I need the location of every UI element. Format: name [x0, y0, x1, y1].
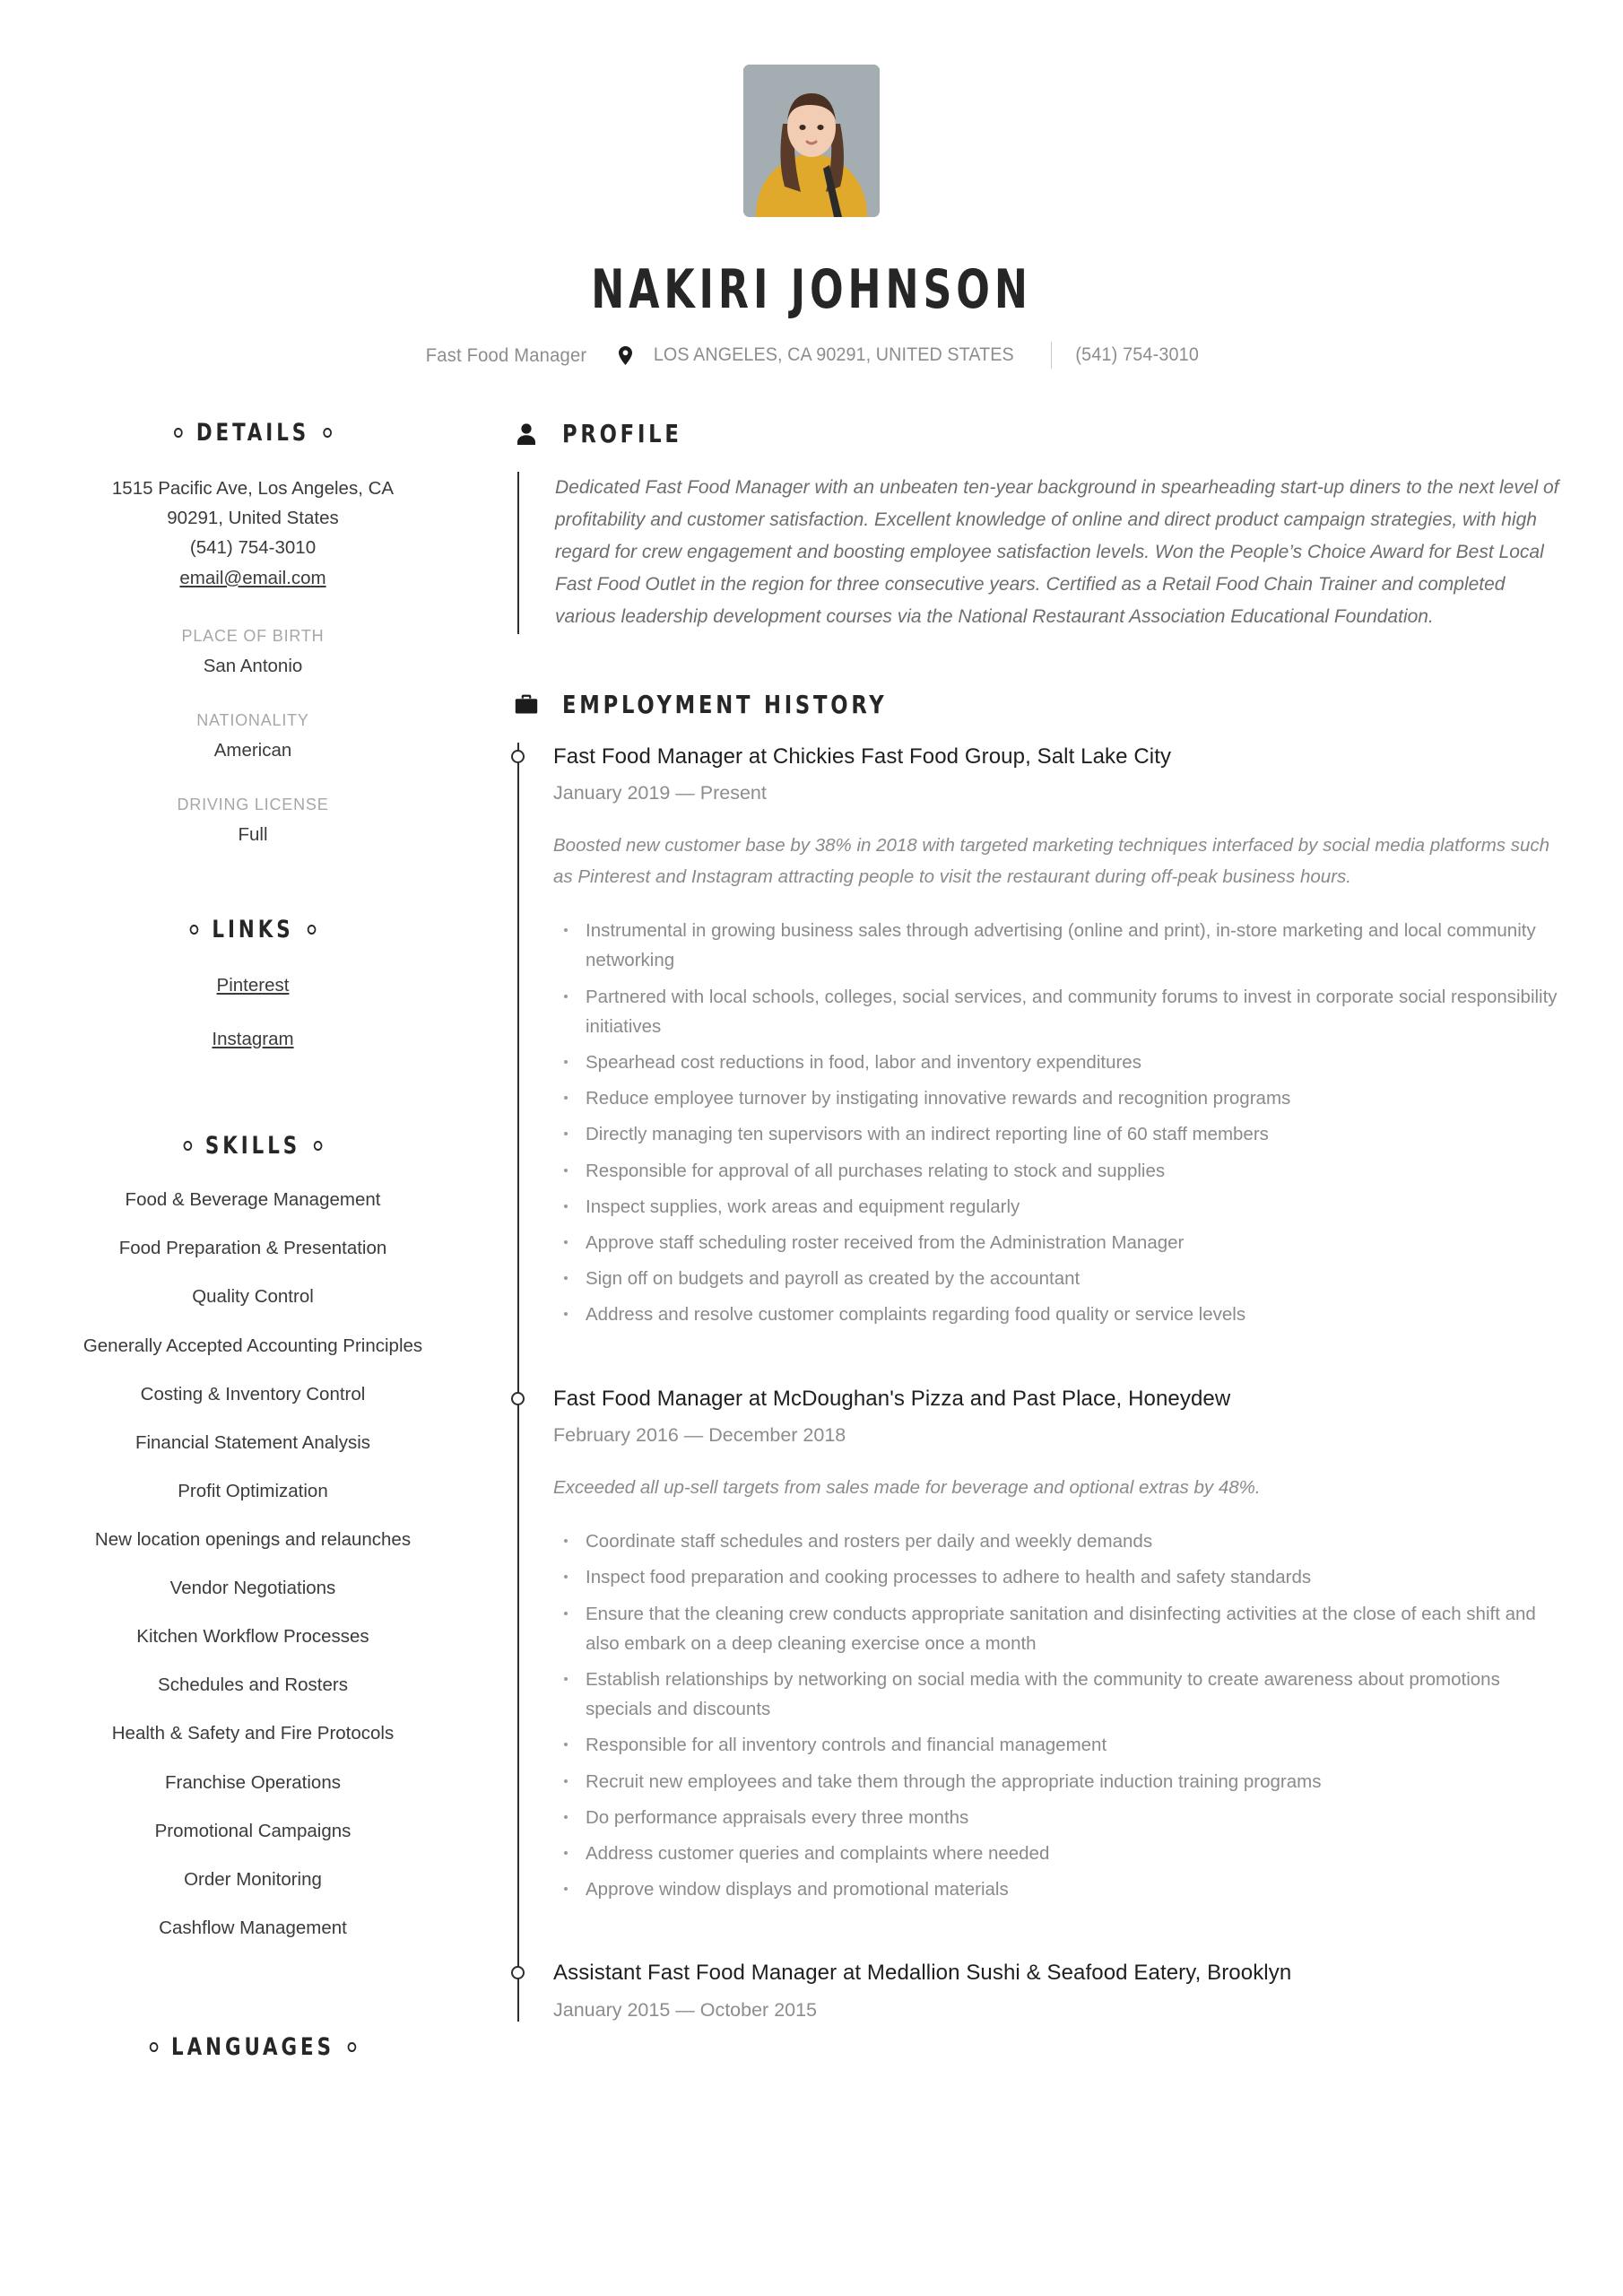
header-job-title: Fast Food Manager: [425, 344, 587, 366]
sidebar-section-details-heading: [74, 419, 431, 447]
job-bullet: Sign off on budgets and payroll as created by the accountant: [553, 1264, 1569, 1293]
ring-icon-right: [308, 925, 317, 935]
job-bullet: Establish relationships by networking on social media with the community to create awareness about promotions specials and discounts: [553, 1665, 1569, 1724]
job-title: Fast Food Manager at McDoughan's Pizza and Past Place, Honeydew: [553, 1386, 1231, 1411]
job-bullet: Approve window displays and promotional materials: [553, 1874, 1569, 1904]
job-bullet: Responsible for approval of all purchases relating to stock and supplies: [553, 1156, 1569, 1186]
resume-body: [0, 419, 1623, 2061]
detail-address-line-1: 1515 Pacific Ave, Los Angeles, CA: [111, 478, 395, 499]
skill-item: Order Monitoring: [184, 1868, 322, 1890]
job-bullet: Recruit new employees and take them through the appropriate induction training programs: [553, 1767, 1569, 1796]
briefcase-icon: [513, 691, 540, 718]
job-title: Assistant Fast Food Manager at Medallion Sushi & Seafood Eatery, Brooklyn: [553, 1961, 1292, 1986]
detail-value-nationality: American: [213, 739, 292, 761]
sidebar-section-links-heading: [74, 916, 431, 944]
job-bullet: Directly managing ten supervisors with an indirect reporting line of 60 staff members: [553, 1119, 1569, 1149]
ring-icon-left: [190, 925, 199, 935]
skill-item: Health & Safety and Fire Protocols: [111, 1723, 395, 1744]
job-summary: Boosted new customer base by 38% in 2018 with targeted marketing techniques interfaced by social media platforms such as Pinterest and Instagram attracting people to visit the restaurant during off-peak business hours.: [553, 834, 1550, 887]
sidebar-section-skills-heading: [74, 1132, 431, 1160]
ring-icon-right: [314, 1141, 323, 1151]
photo-wrapper: [0, 65, 1623, 217]
detail-value-place-of-birth: San Antonio: [203, 655, 303, 676]
timeline-dot-icon: [511, 750, 525, 763]
skill-item: Franchise Operations: [165, 1771, 341, 1793]
profile-text: Dedicated Fast Food Manager with an unbeaten ten-year background in spearheading start-up diners to the next level of profitability and customer satisfaction. Excellent knowledge of online and direct product campaign strategies, with high regard for crew engagement and boosting employee satisfaction levels. Won the People’s Choice Award for Best Local Fast Food Outlet in the region for three consecutive years. Certified as a Retail Food Chain Trainer and completed various leadership development courses via the National Restaurant Association Educational Foundation.: [555, 477, 1559, 628]
profile-heading-label: PROFILE: [562, 419, 682, 448]
job-title: Fast Food Manager at Chickies Fast Food Group, Salt Lake City: [553, 744, 1172, 769]
skill-item: Cashflow Management: [159, 1917, 347, 1938]
languages-heading-label: LANGUAGES: [171, 2032, 334, 2061]
detail-address-line-2: 90291, United States: [167, 508, 339, 529]
spacer-links-skills: [50, 1078, 456, 1132]
detail-label-nationality: NATIONALITY: [196, 710, 309, 729]
main-column: [473, 419, 1569, 2061]
person-icon: [513, 421, 540, 448]
links-list: [50, 970, 456, 1054]
sidebar-section-languages-heading: [74, 2033, 431, 2061]
job-date-range: February 2016 — December 2018: [553, 1423, 846, 1446]
detail-email-link[interactable]: email@email.com: [179, 567, 326, 588]
detail-phone: (541) 754-3010: [189, 537, 317, 559]
skill-item: Kitchen Workflow Processes: [136, 1626, 369, 1648]
timeline-dot-icon: [511, 1966, 525, 1979]
spacer-skills-languages: [50, 1963, 456, 2033]
skill-item: Profit Optimization: [178, 1480, 328, 1501]
detail-label-place-of-birth: PLACE OF BIRTH: [181, 626, 325, 645]
ring-icon-left: [174, 428, 183, 438]
profile-body: [517, 472, 1569, 634]
employment-entry: [553, 1385, 1569, 1960]
skill-item: Costing & Inventory Control: [140, 1383, 366, 1405]
link-pinterest[interactable]: Pinterest: [216, 974, 290, 996]
job-bullet-list: [553, 1526, 1569, 1904]
map-pin-icon: [619, 346, 632, 365]
header-location: LOS ANGELES, CA 90291, UNITED STATES: [653, 344, 1014, 365]
skill-item: New location openings and relaunches: [94, 1528, 412, 1550]
ring-icon-left: [149, 2042, 158, 2052]
skill-item: Generally Accepted Accounting Principles: [82, 1335, 423, 1356]
skill-item: Schedules and Rosters: [158, 1674, 348, 1696]
employment-timeline: [517, 743, 1569, 2022]
ring-icon-right: [323, 428, 332, 438]
sidebar: [50, 419, 473, 2061]
skill-item: Food Preparation & Presentation: [118, 1238, 387, 1259]
resume-header: [0, 0, 1623, 369]
header-divider: [1051, 342, 1052, 369]
employment-entry: [553, 743, 1569, 1385]
skill-item: Vendor Negotiations: [169, 1578, 336, 1599]
job-bullet: Coordinate staff schedules and rosters per daily and weekly demands: [553, 1526, 1569, 1556]
ring-icon-left: [183, 1141, 192, 1151]
job-bullet: Responsible for all inventory controls and financial management: [553, 1730, 1569, 1760]
skill-item: Financial Statement Analysis: [135, 1431, 371, 1453]
job-bullet: Do performance appraisals every three months: [553, 1803, 1569, 1832]
job-bullet: Reduce employee turnover by instigating innovative rewards and recognition programs: [553, 1083, 1569, 1113]
job-date-range: January 2015 — October 2015: [553, 1998, 818, 2021]
job-bullet: Inspect supplies, work areas and equipment regularly: [553, 1192, 1569, 1222]
job-bullet: Partnered with local schools, colleges, social services, and community forums to invest in corporate social responsibility initiatives: [553, 982, 1569, 1041]
details-heading-label: DETAILS: [195, 419, 310, 447]
timeline-dot-icon: [511, 1392, 525, 1405]
job-bullet-list: [553, 916, 1569, 1329]
job-summary: Exceeded all up-sell targets from sales made for beverage and optional extras by 48%.: [553, 1476, 1261, 1498]
profile-section-heading: [513, 419, 1569, 448]
job-bullet: Inspect food preparation and cooking processes to adhere to health and safety standards: [553, 1562, 1569, 1592]
skills-list: [50, 1187, 456, 1941]
spacer-details-links: [50, 846, 456, 916]
job-bullet: Ensure that the cleaning crew conducts appropriate sanitation and disinfecting activities at the close of each shift and also embark on a deep cleaning exercise once a month: [553, 1599, 1569, 1658]
avatar: [743, 65, 880, 217]
job-bullet: Address and resolve customer complaints regarding food quality or service levels: [553, 1300, 1569, 1329]
skill-item: Food & Beverage Management: [125, 1189, 381, 1211]
header-phone: (541) 754-3010: [1075, 344, 1199, 365]
ring-icon-right: [348, 2042, 357, 2052]
links-heading-label: LINKS: [212, 915, 294, 944]
detail-value-driving-license: Full: [238, 823, 268, 845]
job-bullet: Spearhead cost reductions in food, labor and inventory expenditures: [553, 1048, 1569, 1077]
skills-heading-label: SKILLS: [204, 1132, 301, 1161]
job-bullet: Instrumental in growing business sales through advertising (online and print), in-store marketing and local community networking: [553, 916, 1569, 975]
employment-section-heading: [513, 690, 1569, 719]
header-subline: [0, 342, 1623, 369]
job-date-range: January 2019 — Present: [553, 781, 767, 804]
employment-entry: [553, 1959, 1569, 2021]
skill-item: Promotional Campaigns: [154, 1820, 352, 1841]
job-bullet: Address customer queries and complaints where needed: [553, 1839, 1569, 1868]
employment-heading-label: EMPLOYMENT HISTORY: [562, 689, 888, 719]
skill-item: Quality Control: [192, 1286, 314, 1308]
detail-label-driving-license: DRIVING LICENSE: [177, 795, 329, 813]
page-title: NAKIRI JOHNSON: [591, 258, 1032, 321]
details-block: [50, 474, 456, 846]
job-bullet: Approve staff scheduling roster received from the Administration Manager: [553, 1228, 1569, 1257]
link-instagram[interactable]: Instagram: [212, 1029, 294, 1050]
